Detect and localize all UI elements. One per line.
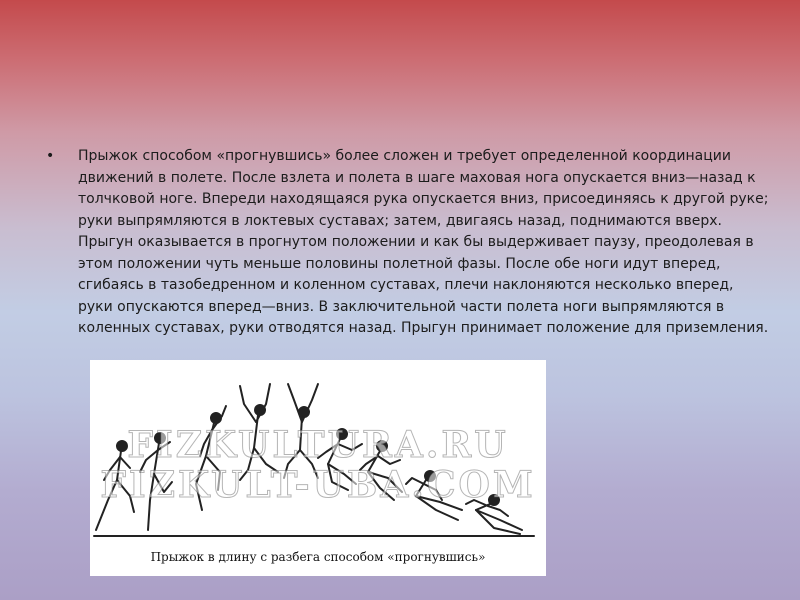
athlete-phase-5 bbox=[284, 384, 318, 478]
athlete-phase-1 bbox=[96, 441, 134, 530]
bullet-marker: • bbox=[46, 148, 55, 164]
athlete-phase-4 bbox=[240, 384, 278, 480]
athlete-phase-8 bbox=[406, 471, 462, 520]
watermark-top: FIZKULTURA.RU bbox=[127, 424, 509, 466]
athlete-phase-9 bbox=[466, 495, 522, 534]
jump-phases-drawing bbox=[90, 360, 546, 576]
figure-caption: Прыжок в длину с разбега способом «прогнувшись» bbox=[150, 550, 486, 564]
athlete-phase-3 bbox=[196, 406, 226, 510]
athlete-phase-2 bbox=[140, 433, 172, 530]
body-paragraph: Прыжок способом «прогнувшись» более сложен и требует определенной координации движений в полете. После взлета и полета в шаге маховая нога опускается вниз—назад к толчковой ноге. Впереди находящаяся рука опускается вниз, присоединяясь к другой руке; руки выпрямляются в локтевых суставах; затем, двигаясь назад, поднимаются вверх. Прыгун оказывается в прогнутом положении и как бы выдерживает паузу, преодолевая в этом положении чуть меньше половины полетной фазы. После обе ноги идут вперед, сгибаясь в тазобедренном и коленном суставах, плечи наклоняются несколько вперед, руки опускаются вперед—вниз. В заключительной части полета ноги выпрямляются в коленных суставах, руки отводятся назад. Прыгун принимает положение для приземления. bbox=[78, 148, 769, 336]
athlete-phase-7 bbox=[360, 441, 402, 500]
text-block bbox=[46, 146, 770, 340]
athlete-phase-6 bbox=[318, 429, 362, 490]
long-jump-illustration bbox=[90, 360, 546, 576]
watermark-bottom: FIZKULT-UBA.COM bbox=[100, 464, 536, 506]
